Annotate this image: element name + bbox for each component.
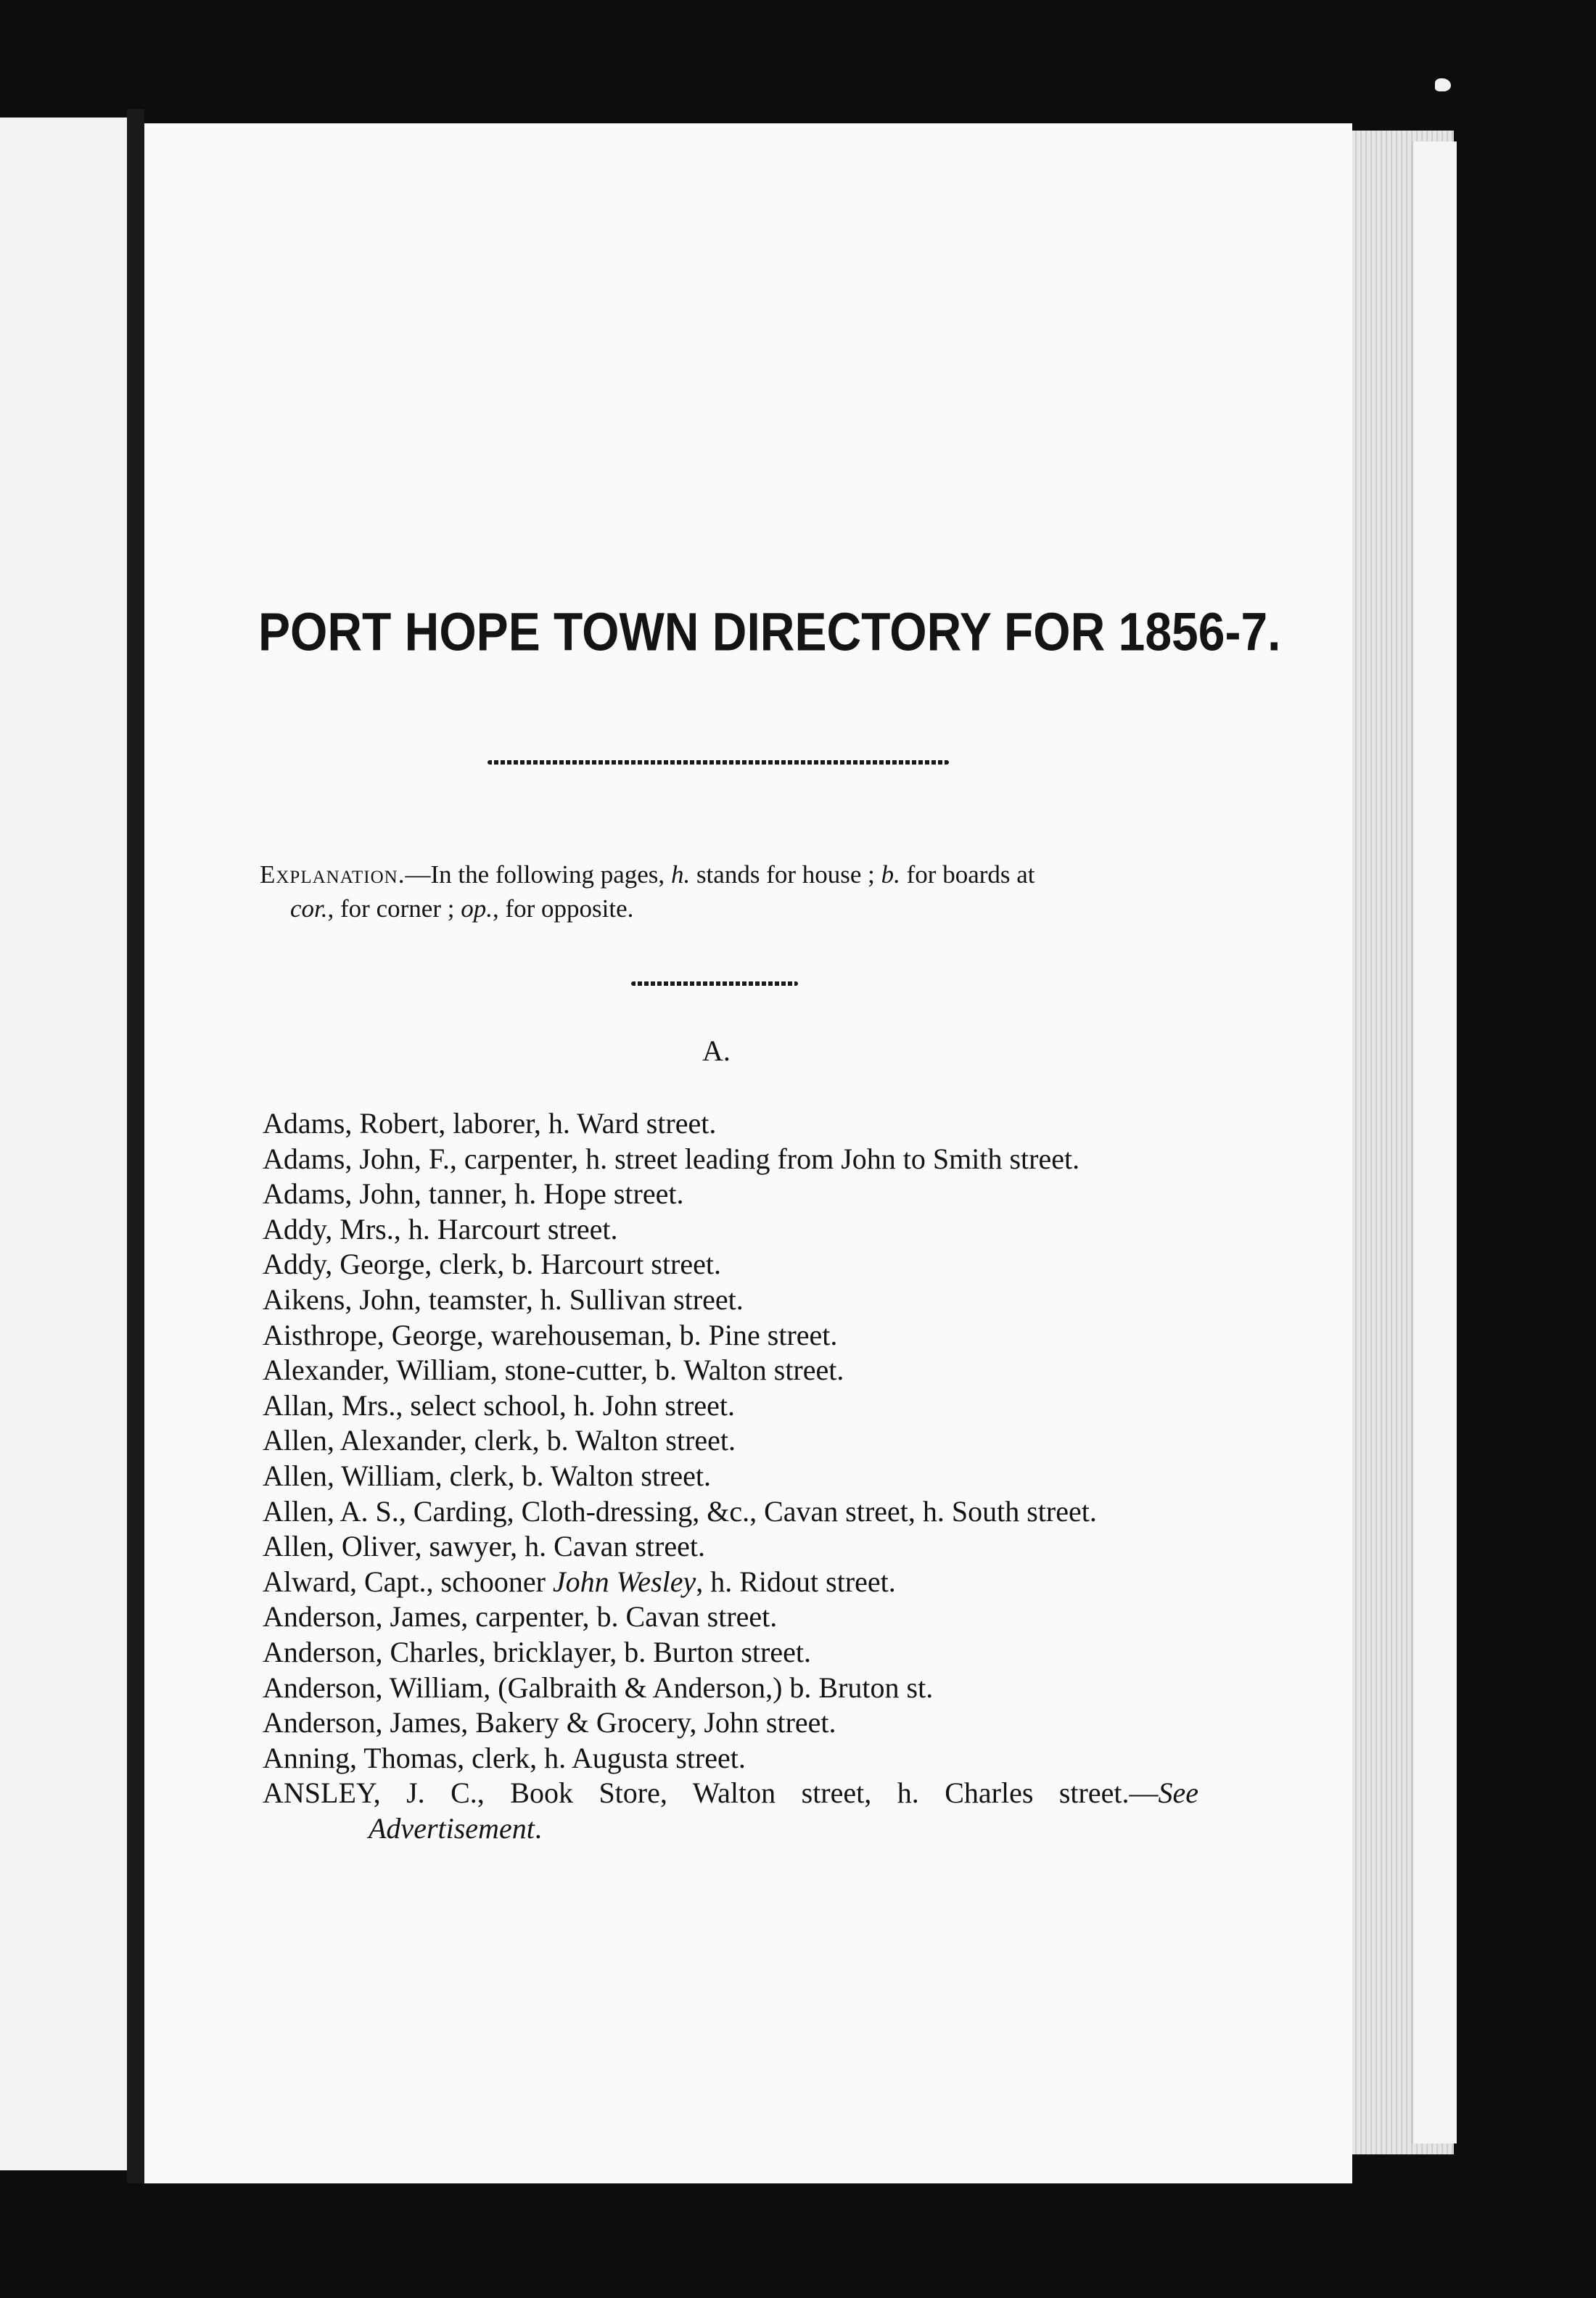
directory-entry: Adams, John, tanner, h. Hope street. (263, 1177, 684, 1211)
ornamental-rule (488, 760, 949, 765)
section-heading: A. (702, 1034, 731, 1067)
explanation-text: , for corner ; (327, 894, 461, 923)
directory-entry: Anderson, James, Bakery & Grocery, John street. (263, 1706, 836, 1739)
entry-text: . (534, 1811, 542, 1845)
explanation-lead: Explanation. (260, 860, 406, 889)
ornamental-rule (631, 981, 798, 986)
vessel-name: John Wesley (552, 1565, 696, 1598)
directory-entry: Allen, A. S., Carding, Cloth-dressing, &c., Cavan street, h. South street. (263, 1494, 1097, 1528)
directory-entry (263, 1565, 1198, 1600)
directory-entry: Allen, William, clerk, b. Walton street. (263, 1459, 711, 1492)
directory-entry: Allen, Oliver, sawyer, h. Cavan street. (263, 1530, 705, 1563)
directory-entry: Anderson, William, (Galbraith & Anderson,) b. Bruton st. (263, 1671, 934, 1704)
page-title: PORT HOPE TOWN DIRECTORY FOR 1856-7. (258, 601, 1281, 662)
abbrev-h: h. (670, 860, 691, 889)
abbrev-cor: cor. (290, 894, 328, 923)
directory-entry: Anderson, Charles, bricklayer, b. Burton street. (263, 1635, 811, 1668)
directory-entry: Aisthrope, George, warehouseman, b. Pine street. (263, 1318, 838, 1351)
back-page-edge (1411, 141, 1457, 2143)
explanation-note (260, 857, 1188, 926)
explanation-text: —In the following pages, (405, 860, 671, 889)
explanation-text: for boards at (900, 860, 1035, 889)
book-gutter (127, 109, 144, 2183)
directory-entry: Allen, Alexander, clerk, b. Walton street. (263, 1424, 736, 1457)
directory-entry: Adams, John, F., carpenter, h. street leading from John to Smith street. (263, 1142, 1080, 1175)
entry-text: , h. Ridout street. (696, 1565, 896, 1598)
directory-entry: Anning, Thomas, clerk, h. Augusta street. (263, 1741, 746, 1774)
advertisement-reference: See Advertisement (369, 1776, 1198, 1845)
facing-page-edge (0, 118, 127, 2170)
directory-entry (263, 1776, 1198, 1846)
entry-text: ANSLEY, J. C., Book Store, Walton street, h. Charles street.— (263, 1776, 1159, 1810)
directory-entry: Addy, George, clerk, b. Harcourt street. (263, 1248, 721, 1281)
directory-entry: Adams, Robert, laborer, h. Ward street. (263, 1107, 717, 1140)
abbrev-b: b. (881, 860, 900, 889)
directory-entry: Allan, Mrs., select school, h. John street. (263, 1388, 735, 1422)
entry-text: Alward, Capt., schooner (263, 1565, 553, 1598)
directory-entry: Addy, Mrs., h. Harcourt street. (263, 1212, 618, 1245)
explanation-text: stands for house ; (690, 860, 881, 889)
directory-list (263, 1106, 1198, 1846)
directory-entry: Anderson, James, carpenter, b. Cavan street. (263, 1600, 778, 1634)
scan-speck (1435, 78, 1451, 91)
abbrev-op: op. (461, 894, 493, 923)
directory-entry: Aikens, John, teamster, h. Sullivan street. (263, 1282, 744, 1316)
explanation-text: , for opposite. (492, 894, 634, 923)
directory-entry: Alexander, William, stone-cutter, b. Walton street. (263, 1354, 844, 1387)
